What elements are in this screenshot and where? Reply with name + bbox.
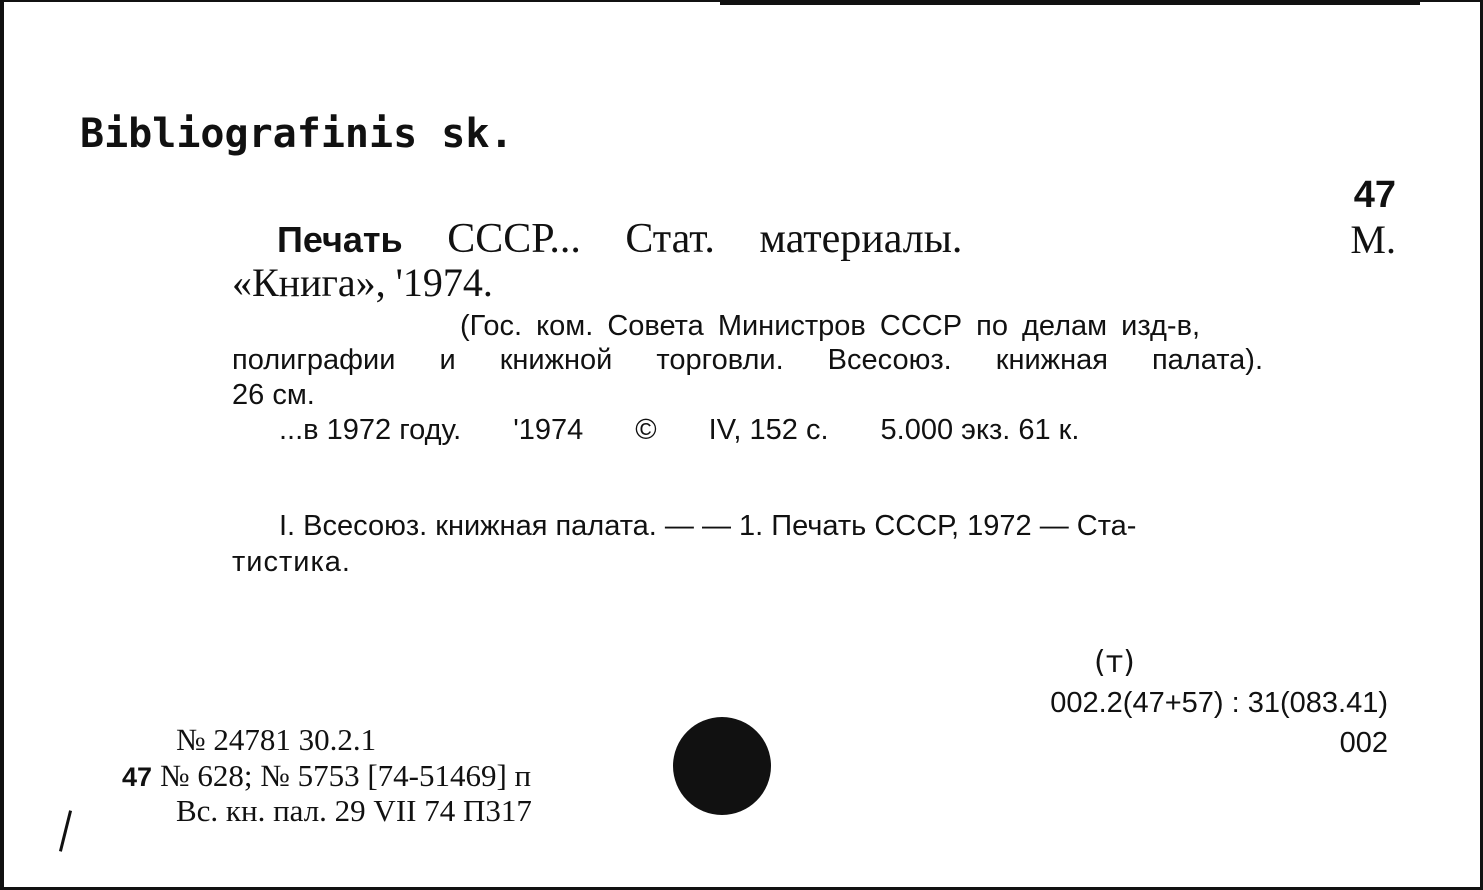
details-subtitle: ...в 1972 году. <box>279 414 462 446</box>
registry-line-1: № 24781 30.2.1 <box>176 722 377 757</box>
note-line-2: тистика. <box>232 546 351 578</box>
details-year: '1974 <box>513 414 584 446</box>
title-rest: СССР... Стат. материалы. <box>447 216 963 262</box>
registry-numbers: № 628; № 5753 [74-51469] п <box>160 758 532 793</box>
copyright-icon: © <box>635 414 657 446</box>
details-pages: IV, 152 с. <box>708 414 829 446</box>
series-line-1: (Гос. ком. Совета Министров СССР по делам изд-в, <box>460 310 1201 342</box>
registry-line-3: Вс. кн. пал. 29 VII 74 П317 <box>176 793 532 828</box>
details-line <box>279 416 1079 445</box>
series-line-2: полиграфии и книжной торговли. Всесоюз. книжная палата). <box>232 344 1264 376</box>
note-line-1: I. Всесоюз. книжная палата. — — 1. Печать СССР, 1972 — Ста- <box>279 510 1137 542</box>
udc-line-2: 002 <box>1339 727 1388 759</box>
registry-line-2 <box>122 760 531 791</box>
top-edge-line <box>720 2 1420 5</box>
series-line-3: 26 см. <box>232 379 315 411</box>
punch-hole <box>673 717 771 815</box>
pen-tick-mark <box>59 810 72 851</box>
stamp-label: Bibliografinis sk. <box>80 111 514 157</box>
class-number: 47 <box>1353 174 1396 216</box>
place-of-publication: М. <box>1350 217 1396 262</box>
publisher-year: «Книга», '1974. <box>232 260 493 305</box>
udc-line-1: 002.2(47+57) : 31(083.41) <box>1050 687 1388 719</box>
handwritten-mark: (т) <box>1094 645 1135 680</box>
title-bold-word: Печать <box>277 219 403 260</box>
registry-class-number: 47 <box>122 762 153 792</box>
book-title <box>277 218 962 260</box>
details-print-run: 5.000 экз. 61 к. <box>880 414 1080 446</box>
